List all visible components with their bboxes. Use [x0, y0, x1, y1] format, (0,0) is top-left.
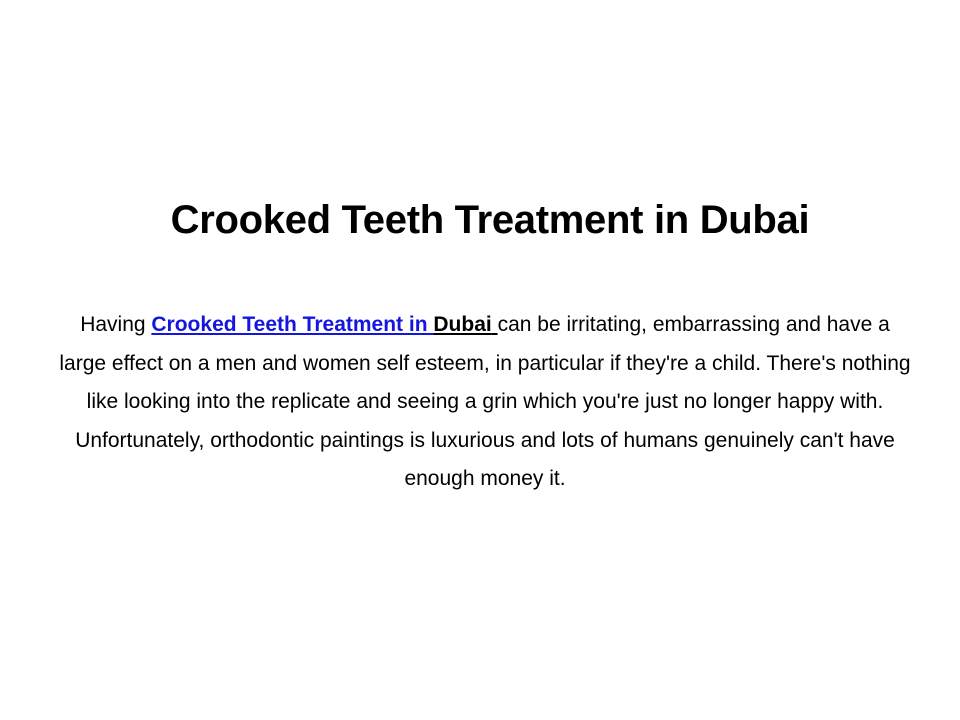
- treatment-link-dubai[interactable]: Dubai: [433, 313, 492, 336]
- intro-text: Having: [80, 313, 152, 336]
- body-text: can be irritating, embarrassing and have a large effect on a men and women self esteem, in particular if they're a child. There's nothing like looking into the replicate and seeing a grin which you're just no longer happy with. Unfortunately, orthodontic paintings is luxurious and lots of humans genuinely can't have enough money it.: [59, 313, 911, 490]
- treatment-link[interactable]: Crooked Teeth Treatment in: [151, 313, 434, 336]
- body-paragraph: [55, 306, 915, 499]
- slide-title: Crooked Teeth Treatment in Dubai: [170, 198, 810, 242]
